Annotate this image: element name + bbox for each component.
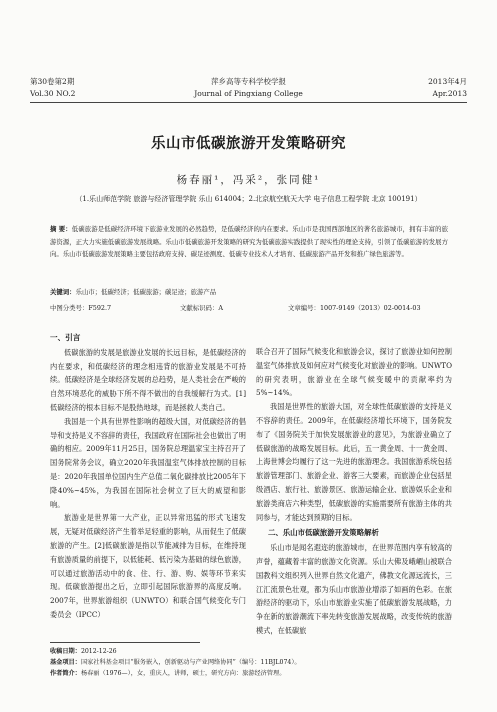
journal-name-en: Journal of Pingxiang College (194, 89, 303, 98)
abstract-label: 摘 要： (50, 225, 72, 233)
received-label: 收稿日期： (50, 648, 81, 655)
section-heading-strategy: 二、乐山市低碳旅游开发策略解析 (268, 528, 379, 538)
volume-number: 第30卷第2期 (30, 77, 75, 86)
affiliation: （1.乐山师范学院 旅游与经济管理学院 乐山 614004；2.北京航空航天大学 电子信息工程学院 北京 100191） (75, 195, 422, 203)
issue-date-en: Apr.2013 (432, 89, 467, 98)
author-bio (50, 669, 470, 678)
paragraph: 旅游业是世界第一大产业，正以异常迅猛的形式飞速发展，无疑对低碳经济产生着举足轻重的影响，从而促生了低碳旅游的产生。[2]低碳旅游是指以节能减排为目标，在维持现有旅游质量的前提下，以低能耗、低污染为基础的绿色旅游，可以通过旅游活动中的食、住、行、游、购、娱等环节来实现。低碳旅游提出之后，立即引起国际旅游界的高度反响。2007年，世界旅游组织（UNWTO）和联合国气候变化专门委员会（IPCC） (50, 513, 246, 619)
received-value: 2012-12-26 (80, 648, 117, 655)
issue-date: 2013年4月 (428, 77, 467, 86)
author-bio-value: 杨春丽（1976—），女，重庆人，讲师，硕士，研究方向：旅游经济管理。 (80, 670, 286, 677)
paragraph: 乐山市是闻名遐迩的旅游城市，在世界范围内享有较高的声誉，蕴藏着丰富的旅游文化资源。乐山大佛及峨嵋山被联合国教科文组织列入世界自然文化遗产，佛教文化源远流长，三江汇流景色壮观，都为乐山市旅游业增添了如画的色彩。在旅游经济的驱动下，乐山市旅游业实施了低碳旅游发展战略，力争在新的旅游潮流下率先转变旅游发展战略，改变传统的旅游模式，在低碳旅 (256, 543, 452, 635)
keywords-text: 乐山市；低碳经济；低碳旅游；碳足迹；旅游产品 (75, 288, 217, 296)
clc-number: 中图分类号：F592.7 (50, 304, 112, 312)
left-column (50, 331, 246, 622)
abstract-text: 低碳旅游是低碳经济环境下旅游业发展的必然趋势，是低碳经济的内在要求。乐山市是我国西部地区的著名旅游城市，拥有丰富的旅游资源，正大力实施低碳旅游发展战略。乐山市低碳旅游开发策略的研究为低碳旅游实践提供了现实性的理论支持，引领了低碳旅游的发展方向。乐山市低碳旅游发展策略主要包括政府支持、碳足迹测度、低碳专业技术人才培育、低碳旅游产品开发和推广绿色旅游等。 (50, 225, 448, 259)
header-rule (30, 102, 467, 103)
paragraph: 我国是一个具有世界性影响的超级大国，对低碳经济的倡导和支持是义不容辞的责任，我国政府在国际社会也做出了明确的相应。2009年11月25日，国务院总理温家宝主持召开了国务院常务会议，确立2020年我国温室气体排放控制的目标是：2020年我国单位国内生产总值二氧化碳排放比2005年下降40%~45%，为我国在国际社会树立了巨大的威望和影响。 (50, 416, 246, 509)
volume-number-en: Vol.30 NO.2 (30, 89, 76, 98)
abstract (50, 223, 448, 261)
fund-info (50, 658, 470, 667)
keywords-label: 关键词： (50, 288, 76, 296)
fund-value: 国家社科基金项目“服务嵌入，创新驱动与产业网络协同”（编号：11BJL074）。 (80, 659, 301, 666)
paragraph: 我国是世界性的旅游大国，对全球性低碳旅游的支持是义不容辞的责任。2009年，在低碳经济增长环境下，国务院发布了《国务院关于加快发展旅游业的意见》，为旅游业确立了低碳旅游的战略发展目标。此后，五一黄金周、十一黄金周、上海世博会均履行了这一先进的旅游理念。我国旅游系统包括旅游管理部门、旅游企业、游客三大要素，而旅游企业包括星级酒店、旅行社、旅游景区、旅游运输企业、旅游娱乐企业和旅游类商店六种类型，低碳旅游的实施需要所有旅游主体的共同参与，才能达到预期的目标。 (256, 402, 452, 522)
received-date (50, 647, 470, 656)
document-code: 文献标识码：A (180, 304, 223, 312)
article-title: 乐山市低碳旅游开发策略研究 (151, 136, 346, 152)
paragraph: 低碳旅游的发展是旅游业发展的长远目标，是低碳经济的内在要求，和低碳经济的理念相违背的旅游业发展是不可持续。低碳经济是全球经济发展的总趋势，是人类社会在严峻的自然环境恶化的威胁下所不得不做出的自我缓解行为式。[1]低碳经济的根本目标不是股热地球，而是拯救人类自己。 (50, 347, 246, 412)
journal-name: 萍乡高等专科学校学报 (211, 77, 286, 86)
author-bio-label: 作者简介： (50, 670, 81, 677)
section-heading-intro: 一、引言 (50, 333, 81, 342)
footnote-rule (50, 642, 200, 643)
paragraph: 联合召开了国际气候变化和旅游会议，探讨了旅游业如何控制温室气体排放及如何应对气候变化对旅游业的影响。UNWTO的研究表明，旅游业在全球气候变暖中的贡献率约为5%~14%。 (256, 347, 452, 398)
right-column (256, 345, 452, 638)
keywords (50, 287, 448, 296)
article-number: 文章编号：1007-9149（2013）02-0014-03 (288, 304, 421, 312)
fund-label: 基金项目： (50, 659, 81, 666)
author-list: 杨春丽¹，冯采²，张同健¹ (176, 174, 321, 186)
